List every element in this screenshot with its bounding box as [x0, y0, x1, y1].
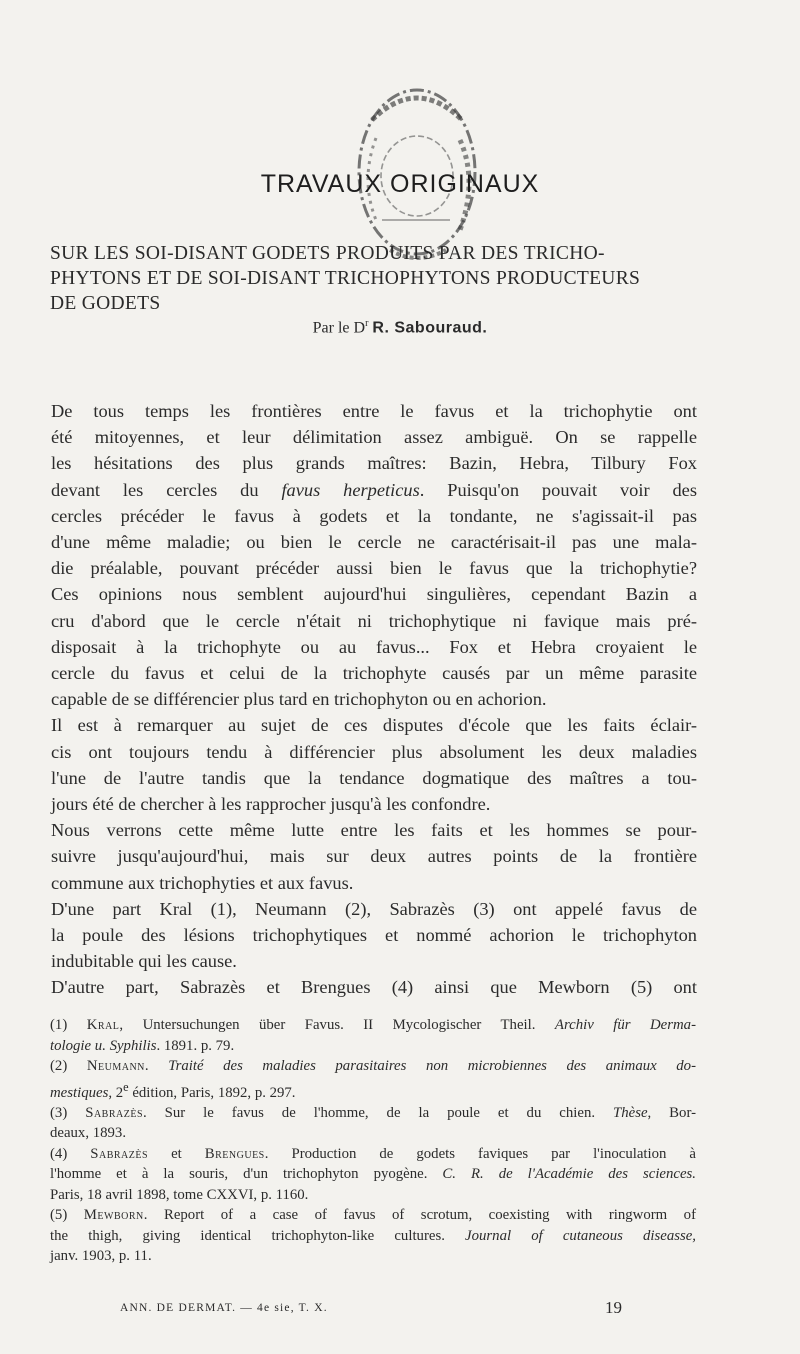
footnote-text: l'homme et à la souris, d'un trichophyton pyogène. [50, 1166, 443, 1183]
footnote-2-cont [50, 1077, 696, 1103]
footnote-text: . [144, 1058, 169, 1074]
footnotes [50, 1015, 696, 1267]
body-line: Nous verrons cette même lutte entre les faits et les hommes se pour- [51, 820, 697, 841]
footnote-author: Sabrazès [90, 1145, 149, 1162]
footnote-3 [50, 1103, 696, 1124]
body-line-part: . Puisqu'on pouvait voir des [419, 479, 698, 500]
footnote-3-cont: deaux, 1893. [50, 1125, 127, 1142]
body-line: jours été de chercher à les rapprocher jusqu'à les confondre. [51, 794, 491, 815]
footnote-4-cont: Paris, 18 avril 1898, tome CXXVI, p. 1160. [50, 1186, 309, 1203]
footnote-author: Brengues [204, 1145, 265, 1162]
page-number: 19 [605, 1298, 622, 1317]
footnote-text: the thigh, giving identical trichophyton-like cultures. [50, 1227, 466, 1244]
section-heading: TRAVAUX ORIGINAUX [260, 170, 540, 198]
footnote-text: . 1891. p. 79. [156, 1037, 235, 1054]
footnote-text: , Bor- [647, 1104, 697, 1121]
article-title [50, 241, 756, 316]
body-line: capable de se différencier plus tard en trichophyton ou en achorion. [51, 689, 547, 710]
byline-sup: r [365, 318, 369, 329]
body-line: D'une part Kral (1), Neumann (2), Sabrazès (3) ont appelé favus de [51, 898, 697, 919]
footnote-journal: Journal of cutaneous diseasse, [465, 1227, 697, 1244]
footnote-text: . Sur le favus de l'homme, de la poule et du chien. [143, 1104, 613, 1121]
article-title-line: PHYTONS ET DE SOI-DISANT TRICHOPHYTONS PRODUCTEURS [50, 268, 641, 289]
footnote-text: . Production de godets faviques par l'inoculation à [264, 1145, 696, 1162]
article-title-line: DE GODETS [50, 293, 161, 314]
footnote-journal: tologie u. Syphilis [50, 1037, 157, 1054]
footnote-5-cont [50, 1226, 696, 1247]
byline [0, 318, 800, 337]
body-line [51, 477, 697, 503]
italic-term: favus herpeticus [281, 479, 420, 500]
footnote-text: . Report of a case of favus of scrotum, coexisting with ringworm of [143, 1207, 696, 1224]
footnote-marker: (3) [50, 1104, 86, 1121]
article-title-line: SUR LES SOI-DISANT GODETS PRODUITS PAR DES TRICHO- [50, 243, 605, 264]
body-line: De tous temps les frontières entre le favus et la trichophytie ont [51, 401, 697, 421]
running-footer: ANN. DE DERMAT. — 4e sie, T. X. [120, 1302, 328, 1314]
body-line: Ces opinions nous semblent aujourd'hui singulières, cependant Bazin a [51, 584, 697, 605]
footnote-journal: mestiques [50, 1084, 109, 1101]
footnote-author: Kral [86, 1017, 120, 1033]
body-line: cru d'abord que le cercle n'était ni trichophytique ni favique mais pré- [51, 610, 697, 631]
footnote-text: , 2 [108, 1084, 124, 1101]
footnote-marker: (5) [50, 1207, 84, 1224]
body-line: die préalable, pouvant précéder aussi bien le favus que la trichophytie? [51, 558, 697, 579]
body-line: D'autre part, Sabrazès et Brengues (4) ainsi que Mewborn (5) ont [51, 977, 697, 998]
body-line: été mitoyennes, et leur délimitation assez ambiguë. On se rappelle [51, 427, 697, 448]
footnote-journal: Traité des maladies parasitaires non microbiennes des animaux do- [168, 1058, 697, 1074]
body-line: cercle du favus et celui de la trichophyte causés par un même parasite [51, 663, 697, 684]
footnote-sup: e [123, 1079, 129, 1094]
body-line: cis ont toujours tendu à différencier plus absolument les deux maladies [51, 741, 697, 762]
footnote-text: et [148, 1145, 205, 1162]
footnote-4-cont [50, 1164, 696, 1185]
footnote-journal: Archiv für Derma- [554, 1017, 697, 1033]
footnote-text: édition, Paris, 1892, p. 297. [128, 1084, 296, 1101]
author-name: R. Sabouraud. [372, 319, 488, 337]
byline-prefix: Par le D [312, 319, 366, 337]
body-line-part: devant les cercles du [51, 479, 282, 500]
body-line: l'une de l'autre tandis que la tendance dogmatique des maîtres a tou- [51, 767, 697, 788]
footnote-journal: Thèse [613, 1104, 648, 1121]
body-line: disposait à la trichophyte ou au favus... Fox et Hebra croyaient le [51, 636, 697, 657]
body-line: les hésitations des plus grands maîtres: Bazin, Hebra, Tilbury Fox [51, 453, 697, 474]
footnote-author: Neumann [86, 1058, 145, 1074]
footnote-author: Mewborn [83, 1207, 144, 1224]
footnote-author: Sabrazès [85, 1104, 144, 1121]
footnote-journal: C. R. de l'Académie des sciences. [442, 1166, 696, 1183]
body-line: suivre jusqu'aujourd'hui, mais sur deux autres points de la frontière [51, 846, 697, 867]
body-line: indubitable qui les cause. [51, 951, 237, 972]
body-line: Il est à remarquer au sujet de ces disputes d'école que les faits éclair- [51, 715, 697, 736]
footnote-1-cont [50, 1036, 696, 1057]
footnote-4 [50, 1144, 696, 1165]
body-line: d'une même maladie; ou bien le cercle ne caractérisait-il pas une mala- [51, 532, 697, 553]
footnote-text: , Untersuchungen über Favus. II Mycologischer Theil. [119, 1017, 555, 1033]
footnote-5-cont: janv. 1903, p. 11. [50, 1248, 152, 1265]
footnote-marker: (2) [50, 1058, 87, 1074]
footnote-2 [50, 1056, 696, 1077]
footnote-marker: (1) [50, 1017, 87, 1033]
footnote-5 [50, 1205, 696, 1226]
body-line: la poule des lésions trichophytiques et nommé achorion le trichophyton [51, 925, 697, 946]
footnote-1 [50, 1015, 696, 1036]
body-line: cercles précéder le favus à godets et la tondante, ne s'agissait-il pas [51, 505, 697, 526]
footnote-marker: (4) [50, 1145, 91, 1162]
body-text [51, 398, 697, 1001]
body-line: commune aux trichophyties et aux favus. [51, 872, 354, 893]
